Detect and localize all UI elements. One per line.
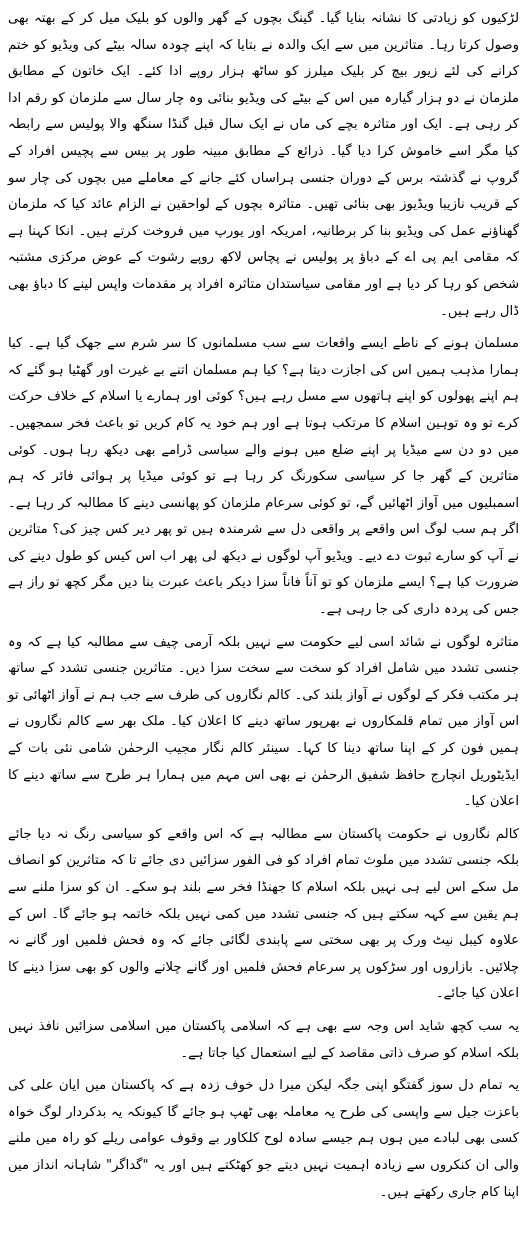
article-paragraph-5: یہ سب کچھ شاید اس وجہ سے بھی ہے کہ اسلامی پاکستان میں اسلامی سزائیں نافذ نہیں بلکہ اسلام کو صرف ذاتی مقاصد کے لیے استعمال کیا جاتا ہے۔: [8, 1018, 519, 1061]
article-paragraph-6: یہ تمام دل سوز گفتگو اپنی جگہ لیکن میرا دل خوف زدہ ہے کہ پاکستان میں ایان علی کی باعزت جیل سے واپسی کی طرح یہ معاملہ بھی ٹھپ ہو جائے گا کیونکہ یہ بدکردار لوگ خواہ کسی بھی لبادے میں ہوں ہم جیسے سادہ لوح کلکاور بے وقوف عوامی ریلے کو راہ میں ملنے والی ان کنکروں سے زیادہ اہمیت نہیں دیتے جو کھٹکتے ہیں اور یہ "گداگر" شاہانہ انداز میں اپنا کام جاری رکھتے ہیں۔: [8, 1078, 519, 1200]
article-paragraph-1: لڑکیوں کو زیادتی کا نشانہ بنایا گیا۔ گینگ بچوں کے گھر والوں کو بلیک میل کر کے بھتہ بھی وصول کرتا رہا۔ متاثرین میں سے ایک والدہ نے بتایا کہ اپنے چودہ سالہ بیٹے کی ویڈیو کو ختم کرانے کی لئے زیور بیچ کر بلیک میلرز کو ساٹھ ہزار روپے ادا کئے۔ ایک خاتون کے مطابق ملزمان نے دو ہزار گیارہ میں اس کے بیٹے کی ویڈیو بنائی وہ چار سال سے ملزمان کو رقم ادا کر رہی ہے۔ ایک اور متاثرہ بچے کی ماں نے ایک سال قبل گنڈا سنگھ والا پولیس سے رابطہ کیا مگر اسے خاموش کرا دیا گیا۔ ذرائع کے مطابق مبینہ طور پر بیس سے پچیس افراد کے گروپ نے گذشتہ برس کے دوران جنسی ہراساں کئے جانے کے معاملے میں بچوں کی چار سو کے قریب نازیبا ویڈیوز بھی بنائی تھیں۔ متاثرہ بچوں کے لواحقین نے الزام عائد کیا کہ ملزمان گھناؤنے عمل کی ویڈیو بنا کر برطانیہ، امریکہ اور یورپ میں فروخت کرتے ہیں۔ انکا کہنا ہے کہ مقامی ایم پی اے کے دباؤ پر پولیس نے پچاس لاکھ روپے رشوت کے عوض مرکزی مشتبہ شخص کو رہا کر دیا ہے اور مقامی سیاستدان متاثرہ افراد پر مقدمات واپس لینے کا دباؤ بھی ڈال رہے ہیں۔: [8, 11, 519, 319]
article-paragraph-2: مسلمان ہونے کے ناطے ایسے واقعات سے سب مسلمانوں کا سر شرم سے جھک گیا ہے۔ کیا ہمارا مذہب ہمیں اس کی اجازت دیتا ہے؟ کیا ہم مسلمان اتنے بے غیرت اور گھٹیا ہو گئے کہ ہم اپنے پھولوں کو اپنے ہاتھوں سے مسل رہے ہیں؟ کوئی اور ہمارے یا اسلام کے خلاف حرکت کرے تو وہ توہین اسلام کا مرتکب ہوتا ہے اور ہم خود یہ کام کریں تو باعث فخر سمجھیں۔ میں دو دن سے میڈیا پر اپنے ضلع میں ہونے والے سیاسی ڈرامے بھی دیکھ رہا ہوں۔ کوئی متاثرین کے گھر جا کر سیاسی سکورنگ کر رہا ہے تو کوئی میڈیا پر ہوائی فائر کہ ہم اسمبلیوں میں آواز اٹھائیں گے، تو کوئی سرعام ملزمان کو پھانسی دینے کا مطالبہ کر رہا ہے۔ اگر ہم سب لوگ اس واقعے پر واقعی دل سے شرمندہ ہیں تو پھر دیر کس چیز کی؟ متاثرین نے آپ کو سارے ثبوت دے دیے۔ ویڈیو آپ لوگوں نے دیکھ لی پھر اب اس کیس کو طول دینے کی ضرورت کیا ہے؟ ایسے ملزمان کو تو آناً فاناً سزا دیکر باعث عبرت بنا دیں مگر کچھ تو راز ہے جس کی پردہ داری کی جا رہی ہے۔: [8, 336, 519, 618]
article-paragraph-4: کالم نگاروں نے حکومت پاکستان سے مطالبہ ہے کہ اس واقعے کو سیاسی رنگ نہ دیا جائے بلکہ جنسی تشدد میں ملوث تمام افراد کو فی الفور سزائیں دی جائے تا کہ متاثرین کو انصاف مل سکے اس لیے ہی نہیں بلکہ اسلام کا جھنڈا فخر سے بلند ہو سکے۔ ان کو سزا ملنے سے ہم یقین سے کہہ سکتے ہیں کہ جنسی تشدد میں کمی نہیں بلکہ خاتمہ ہو جائے گا۔ اس کے علاوہ کیبل نیٹ ورک پر بھی سختی سے پابندی لگائی جائے کہ وہ فحش فلمیں اور گانے نہ چلائیں۔ بازاروں اور سڑکوں پر سرعام فحش فلمیں اور گانے چلانے والوں کو بھی سزا دینے کا اعلان کیا جائے۔: [8, 826, 519, 1002]
article-paragraph-3: متاثرہ لوگوں نے شائد اسی لیے حکومت سے نہیں بلکہ آرمی چیف سے مطالبہ کیا ہے کہ وہ جنسی تشدد میں شامل افراد کو سخت سے سخت سزا دیں۔ متاثرین جنسی تشدد کے ساتھ ہر مکتب فکر کے لوگوں نے آواز بلند کی۔ کالم نگاروں کی طرف سے جب ہم نے آواز اٹھائی تو اس آواز میں تمام قلمکاروں نے بھرپور ساتھ دینے کا اعلان کیا۔ ملک بھر سے کالم نگاروں نے ہمیں فون کر کے اپنا ساتھ دینا کا کہا۔ سینئر کالم نگار مجیب الرحمٰن شامی نئی بات کے ایڈیٹوریل انچارج حافظ شفیق الرحمٰن نے بھی اس مہم میں ہمارا ہر طرح سے ساتھ دینے کا اعلان کیا۔: [8, 634, 519, 810]
